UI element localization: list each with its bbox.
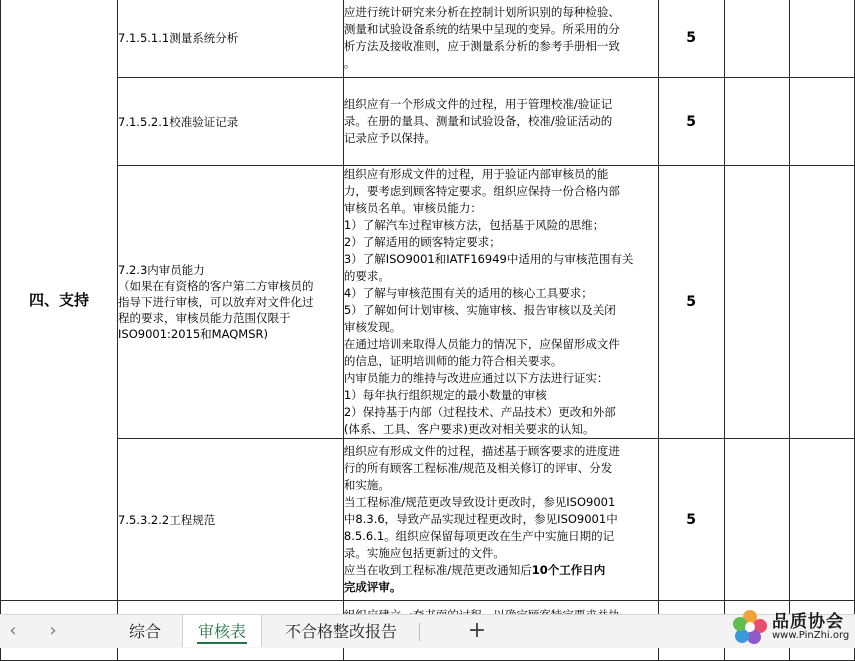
text-line: 7.1.5.2.1校准验证记录	[118, 114, 239, 129]
text-line: 力，要考虑到顾客特定要求。组织应保持一份合格内部	[343, 184, 620, 198]
table-row	[1, 78, 855, 166]
text-line: 测量和试验设备系统的结果中呈现的变异。所采用的分	[343, 21, 620, 36]
score-cell[interactable]	[658, 78, 724, 166]
text-line: 审核员名单。审核员能力：	[343, 201, 482, 215]
requirement-deadline-tail: 完成评审。	[343, 580, 402, 594]
text-line: 析方法及接收准则，应于测量系分析的参考手册相一致	[343, 38, 620, 53]
chevron-left-icon[interactable]: ‹	[9, 620, 17, 641]
clause-text	[118, 114, 343, 130]
empty-cell[interactable]	[789, 166, 854, 439]
watermark-url: www.PinZhi.org	[772, 630, 850, 641]
text-line: (体系、工具、客户要求)更改对相关要求的认知。	[343, 422, 595, 436]
watermark-name: 品质协会	[772, 612, 844, 632]
clause-cell[interactable]	[118, 0, 344, 78]
empty-cell[interactable]	[724, 0, 789, 78]
text-line: 行的所有顾客工程标准/规范及相关修订的评审、分发	[343, 461, 613, 475]
text-line: 在通过培训来取得人员能力的情况下，应保留形成文件	[343, 337, 620, 351]
score-value: 5	[686, 29, 697, 46]
text-line: 程的要求，审核员能力范围仅限于	[118, 311, 291, 325]
clause-text	[118, 512, 343, 528]
chevron-right-icon[interactable]: ›	[49, 620, 57, 641]
score-cell[interactable]	[658, 166, 724, 439]
sheet-tab-bar	[0, 614, 855, 648]
text-line: 和实施。	[343, 478, 390, 492]
requirement-text	[344, 96, 658, 147]
clause-cell[interactable]	[118, 78, 344, 166]
requirement-cell[interactable]	[343, 0, 658, 78]
section-cell[interactable]	[1, 0, 118, 601]
text-line: 指导下进行审核，可以放弃对文件化过	[118, 295, 314, 309]
text-line: 2）了解适用的顾客特定要求；	[343, 235, 501, 249]
requirement-cell[interactable]	[343, 78, 658, 166]
text-line: 7.2.3内审员能力	[118, 263, 205, 277]
add-sheet-icon[interactable]: +	[467, 618, 487, 643]
text-line: 1）了解汽车过程审核方法，包括基于风险的思维；	[343, 218, 605, 232]
empty-cell[interactable]	[724, 78, 789, 166]
table-row	[1, 166, 855, 439]
text-line: 的要求。	[343, 269, 390, 283]
text-line: 1）每年执行组织规定的最小数量的审核	[343, 388, 547, 402]
requirement-text	[344, 166, 658, 438]
text-line: 组织应有形成文件的过程，描述基于顾客要求的进度进	[343, 444, 620, 458]
text-line: 。	[343, 55, 356, 70]
tab-nonconformity-report[interactable]: 不合格整改报告	[284, 622, 397, 641]
text-line: 录。实施应包括更新过的文件。	[343, 546, 505, 560]
requirement-cell[interactable]	[343, 166, 658, 439]
empty-cell[interactable]	[724, 439, 789, 601]
tab-summary[interactable]: 综合	[128, 622, 161, 641]
flower-logo-icon	[730, 607, 770, 647]
score-value: 5	[686, 294, 697, 310]
text-line: 8.5.6.1。组织应保留每项更改在生产中实施日期的记	[343, 529, 615, 543]
table-row	[1, 439, 855, 601]
score-cell[interactable]	[658, 439, 724, 601]
text-line: 4）了解与审核范围有关的适用的核心工具要求；	[343, 286, 593, 300]
text-line: 组织应有形成文件的过程，用于验证内部审核员的能	[343, 167, 609, 181]
score-value: 5	[686, 511, 697, 528]
requirement-deadline-line: 应当在收到工程标准/规范更改通知后10个工作日内	[343, 563, 606, 577]
active-tab-underline	[197, 642, 247, 644]
text-line: 3）了解ISO9001和IATF16949中适用的与审核范围有关	[343, 252, 634, 266]
text-line: 内审员能力的维持与改进应通过以下方法进行证实：	[343, 371, 609, 385]
text-line: 录。在册的量具、测量和试验设备，校准/验证活动的	[343, 114, 613, 128]
empty-cell[interactable]	[789, 439, 854, 601]
empty-cell[interactable]	[789, 78, 854, 166]
clause-cell[interactable]	[118, 166, 344, 439]
text-line: 组织应有一个形成文件的过程，用于管理校准/验证记	[343, 97, 613, 111]
clause-cell[interactable]	[118, 439, 344, 601]
tab-audit-sheet[interactable]: 审核表	[182, 615, 262, 647]
requirement-cell[interactable]	[343, 439, 658, 601]
table-row	[1, 0, 855, 78]
clause-text	[118, 30, 343, 46]
text-line: （如果在有资格的客户第二方审核员的	[118, 279, 314, 293]
section-label: 四、支持	[29, 290, 90, 309]
watermark-logo	[728, 606, 855, 647]
text-line: 7.5.3.2.2工程规范	[118, 512, 216, 527]
text-line: 应进行统计研究来分析在控制计划所识别的每种检验、	[343, 4, 620, 19]
text-line: 审核发现。	[343, 320, 402, 334]
requirement-text	[344, 443, 658, 562]
text-line: 中8.3.6，导致产品实现过程更改时，参见ISO9001中	[343, 512, 618, 526]
text-line: 记录应予以保持。	[343, 131, 436, 145]
text-line: 7.1.5.1.1测量系统分析	[118, 30, 239, 45]
text-line: 5）了解如何计划审核、实施审核、报告审核以及关闭	[343, 303, 616, 317]
tab-divider	[419, 623, 420, 641]
text-line: ISO9001:2015和MAQMSR)	[118, 327, 269, 341]
text-line: 2）保持基于内部（过程技术、产品技术）更改和外部	[343, 405, 616, 419]
clause-text	[118, 262, 343, 342]
score-value: 5	[686, 113, 697, 130]
text-line: 的信息，证明培训师的能力符合相关要求。	[343, 354, 563, 368]
empty-cell[interactable]	[789, 0, 854, 78]
requirement-text	[344, 4, 658, 72]
text-line: 当工程标准/规范更改导致设计更改时，参见ISO9001	[343, 495, 616, 509]
empty-cell[interactable]	[724, 166, 789, 439]
deadline-emphasis: 10个工作日内	[531, 563, 606, 577]
score-cell[interactable]	[658, 0, 724, 78]
